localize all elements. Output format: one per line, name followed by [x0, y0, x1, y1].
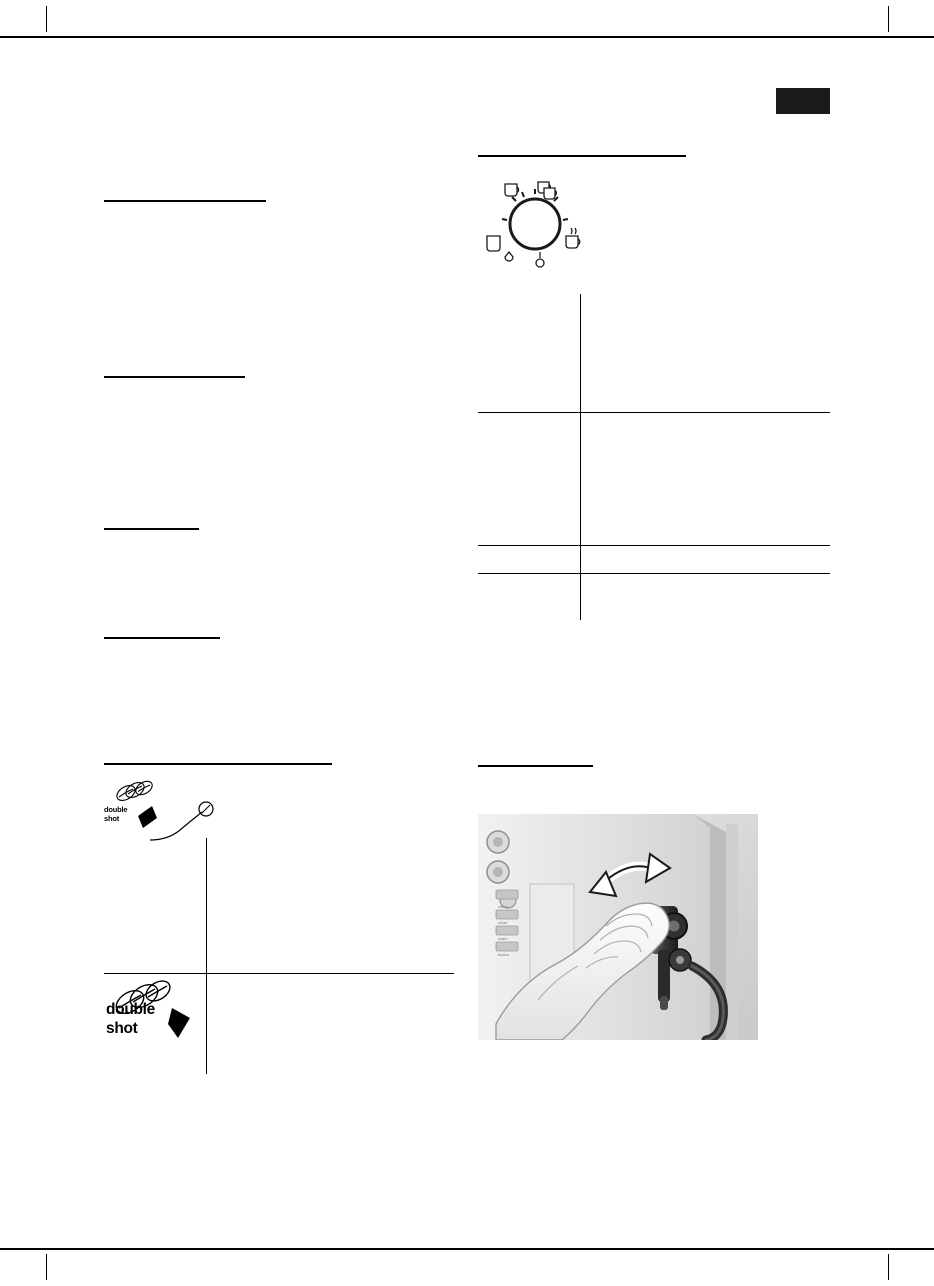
section-rule-3 [104, 528, 199, 530]
steam-cup-icon [566, 228, 580, 248]
right-table-hline-1 [478, 412, 830, 413]
section-rule-5 [104, 763, 332, 765]
double-shot-small-label-line2: shot [104, 813, 120, 823]
svg-text:water: water [498, 936, 508, 941]
section-rule-r2 [478, 765, 593, 767]
page-bottom-rule [0, 1248, 934, 1250]
svg-text:beans: beans [498, 952, 509, 957]
double-shot-small-label-line1: double [104, 805, 128, 814]
crop-mark-top-left [46, 6, 47, 32]
crop-mark-bottom-left [46, 1254, 47, 1280]
drip-icon [505, 252, 513, 261]
double-shot-small-label [104, 806, 127, 823]
language-tab [776, 88, 830, 114]
svg-text:clean: clean [498, 920, 508, 925]
crop-mark-top-right [888, 6, 889, 32]
hand-turning-milk-frother-photo [478, 814, 758, 1040]
right-table-vline [580, 294, 581, 620]
rotary-dial-graphic [480, 172, 590, 272]
double-shot-small-arrow [138, 800, 228, 846]
double-shot-large-label [106, 1000, 155, 1038]
double-shot-large-label-line1: double [106, 1001, 155, 1018]
section-rule-1 [104, 200, 266, 202]
double-shot-large-arrow [168, 1002, 216, 1050]
section-rule-4 [104, 637, 220, 639]
right-table-hline-2 [478, 545, 830, 546]
svg-text:calc'n: calc'n [498, 904, 509, 909]
page-top-rule [0, 36, 934, 38]
section-rule-2 [104, 376, 245, 378]
section-rule-r1 [478, 155, 686, 157]
left-table-hline [104, 973, 454, 974]
small-cup-icon [505, 184, 519, 196]
right-table-hline-3 [478, 573, 830, 574]
double-shot-large-label-line2: shot [106, 1020, 138, 1037]
power-icon [536, 252, 544, 267]
two-cups-icon [538, 182, 556, 199]
crop-mark-bottom-right [888, 1254, 889, 1280]
large-cup-icon [487, 236, 500, 251]
